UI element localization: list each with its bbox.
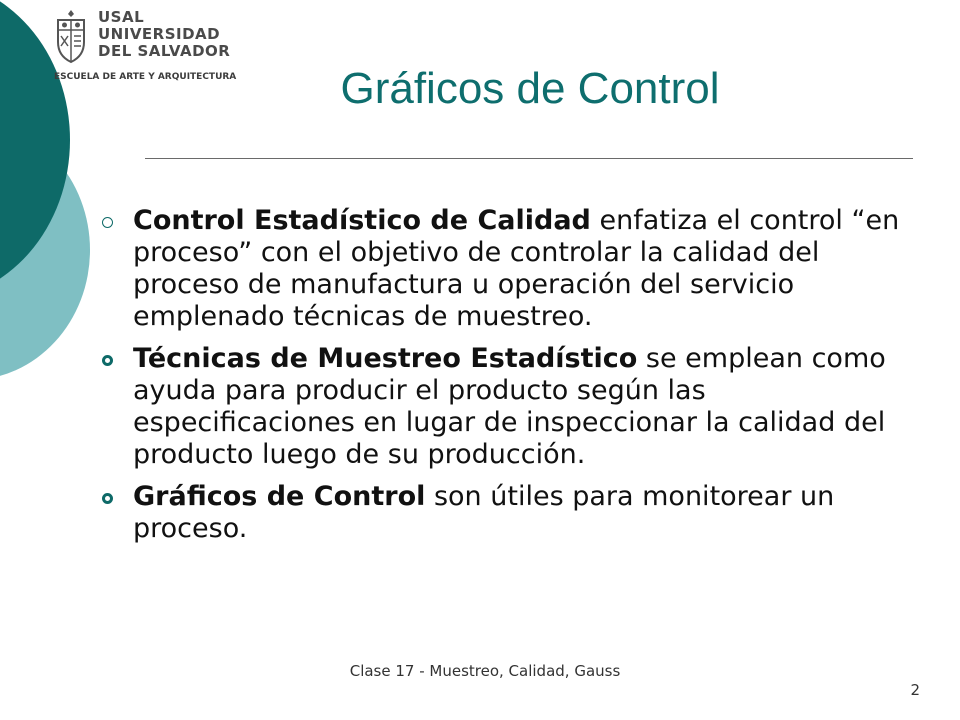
logo-text xyxy=(98,10,230,59)
bullet-item-control-estadistico xyxy=(100,205,900,333)
bullet-text: se emplean como ayuda para producir el producto según las especificaciones en lugar de inspeccionar la calidad del producto luego de su producción. xyxy=(133,343,886,470)
bullet-term: Técnicas de Muestreo Estadístico xyxy=(133,343,638,374)
slide-footer: Clase 17 - Muestreo, Calidad, Gauss xyxy=(349,662,621,680)
bullet-list xyxy=(100,205,900,555)
bullet-text: son útiles para monitorear un proceso. xyxy=(133,481,835,544)
filled-circle-bullet-icon xyxy=(102,355,113,366)
bullet-term: Control Estadístico de Calidad xyxy=(133,205,591,236)
logo-school-name: ESCUELA DE ARTE Y ARQUITECTURA xyxy=(54,72,237,82)
slide-title: Gráficos de Control xyxy=(340,64,720,113)
title-divider xyxy=(145,158,913,159)
bullet-text: enfatiza el control “en proceso” con el objetivo de controlar la calidad del proceso de manufactura u operación del servicio emplenado técnicas de muestreo. xyxy=(133,205,900,332)
university-crest-icon xyxy=(52,8,90,64)
filled-circle-bullet-icon xyxy=(102,493,113,504)
university-logo xyxy=(52,8,242,84)
bullet-item-graficos-control xyxy=(100,481,900,545)
logo-line-universidad: UNIVERSIDAD xyxy=(98,25,221,43)
page-number: 2 xyxy=(910,681,920,699)
bullet-item-tecnicas-muestreo xyxy=(100,343,900,471)
logo-line-usal: USAL xyxy=(98,8,145,26)
logo-line-del-salvador: DEL SALVADOR xyxy=(98,42,231,60)
bullet-term: Gráficos de Control xyxy=(133,481,426,512)
open-circle-bullet-icon xyxy=(102,217,113,228)
